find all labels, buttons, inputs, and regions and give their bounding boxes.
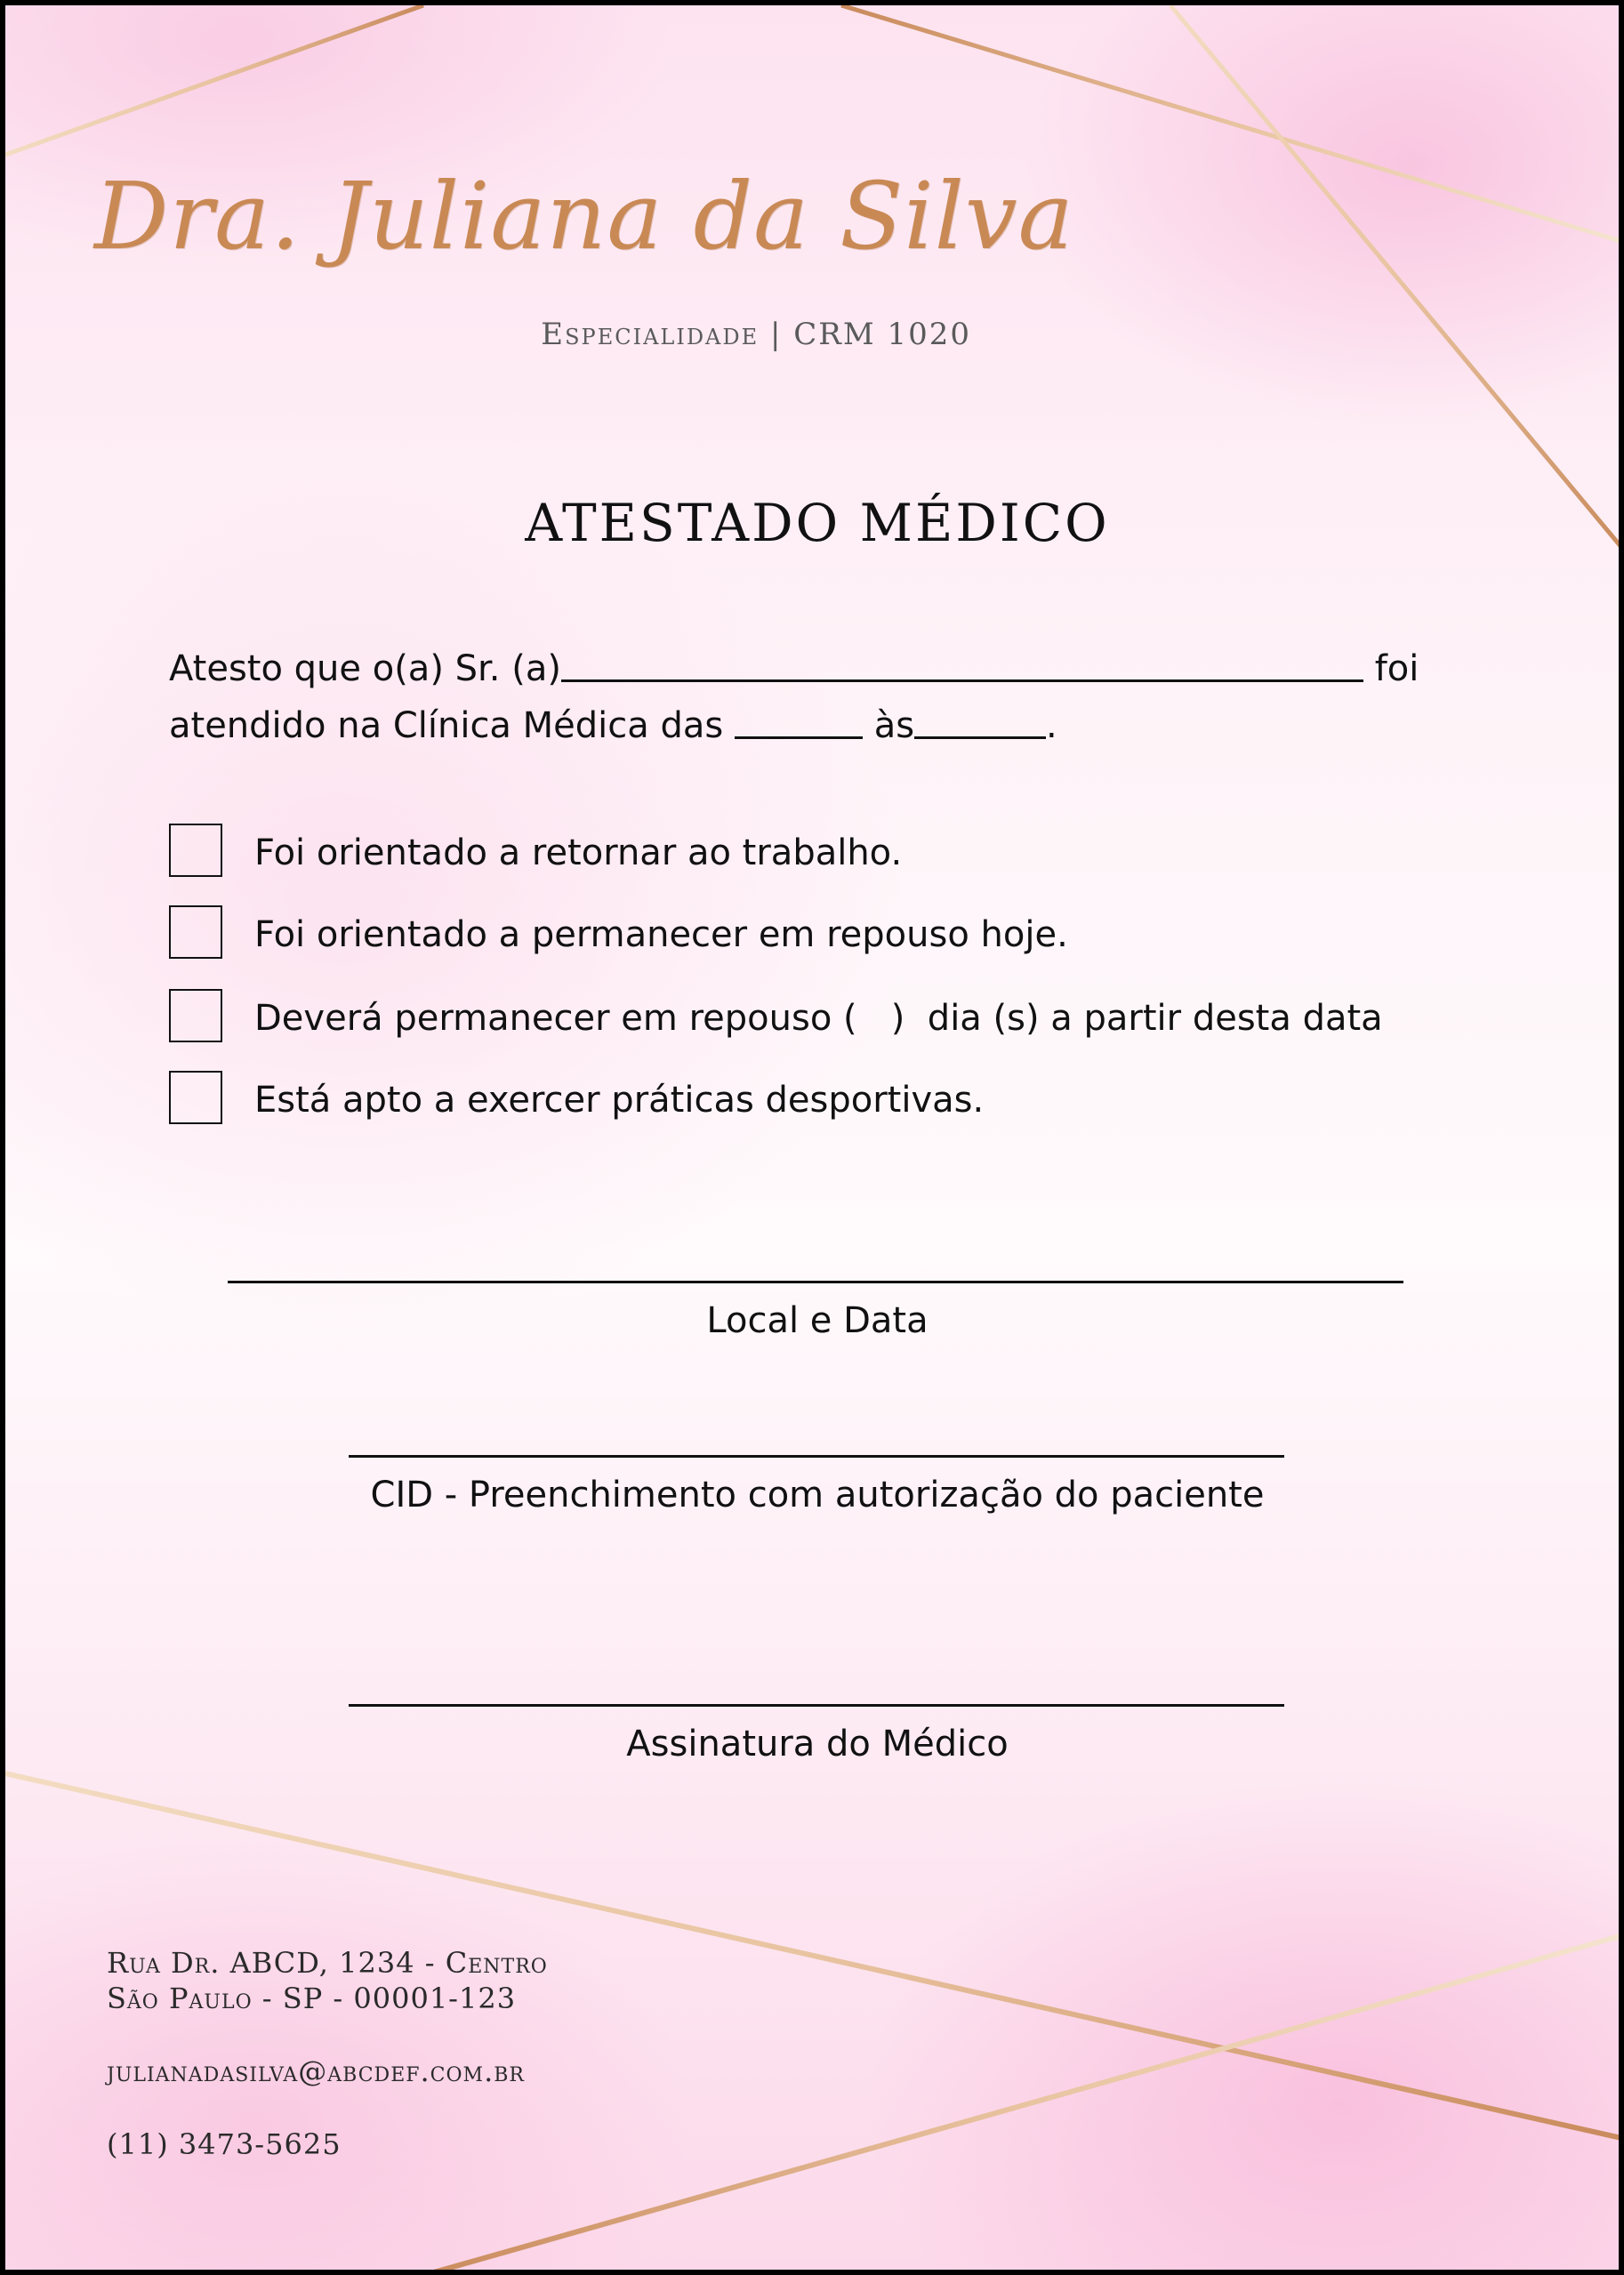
doctor-name: Dra. Juliana da Silva (94, 162, 1074, 270)
start-time-blank[interactable] (735, 701, 863, 739)
checkbox-rest-today[interactable] (169, 905, 222, 959)
attest-suffix: foi (1374, 648, 1419, 689)
checkbox-sports-fit[interactable] (169, 1071, 222, 1124)
option-label: Foi orientado a permanecer em repouso hoje. (254, 914, 1068, 955)
gold-line (1170, 5, 1624, 557)
local-date-caption: Local e Data (706, 1300, 929, 1341)
attest-line-1 (169, 644, 1419, 689)
option-label: Está apto a exercer práticas desportivas. (254, 1080, 985, 1121)
option-label: Deverá permanecer em repouso ( ) dia (s) a partir desta data (254, 998, 1383, 1039)
end-time-blank[interactable] (914, 701, 1046, 739)
address-line-1: Rua Dr. ABCD, 1234 - Centro (107, 1946, 548, 1980)
email-address: julianadasilva@abcdef.com.br (107, 2054, 525, 2088)
phone-number: (11) 3473-5625 (107, 2127, 342, 2161)
cid-line[interactable] (349, 1455, 1284, 1458)
cid-caption: CID - Preenchimento com autorização do paciente (370, 1475, 1265, 1515)
option-label: Foi orientado a retornar ao trabalho. (254, 832, 903, 873)
checkbox-return-work[interactable] (169, 824, 222, 877)
clinic-prefix: atendido na Clínica Médica das (169, 705, 724, 746)
doctor-signature-caption: Assinatura do Médico (626, 1724, 1009, 1765)
clinic-end: . (1046, 705, 1057, 746)
attest-prefix: Atesto que o(a) Sr. (a) (169, 648, 561, 689)
document-title: ATESTADO MÉDICO (525, 493, 1110, 553)
address-line-2: São Paulo - SP - 00001-123 (107, 1982, 517, 2015)
gold-line (5, 5, 423, 155)
specialty-line: Especialidade | CRM 1020 (541, 317, 971, 352)
gold-line (406, 1933, 1624, 2275)
local-date-line[interactable] (228, 1281, 1403, 1283)
clinic-middle: às (873, 705, 915, 746)
doctor-signature-line[interactable] (349, 1704, 1284, 1707)
patient-name-blank[interactable] (561, 644, 1363, 682)
checkbox-rest-days[interactable] (169, 989, 222, 1042)
attest-line-2 (169, 701, 1057, 746)
